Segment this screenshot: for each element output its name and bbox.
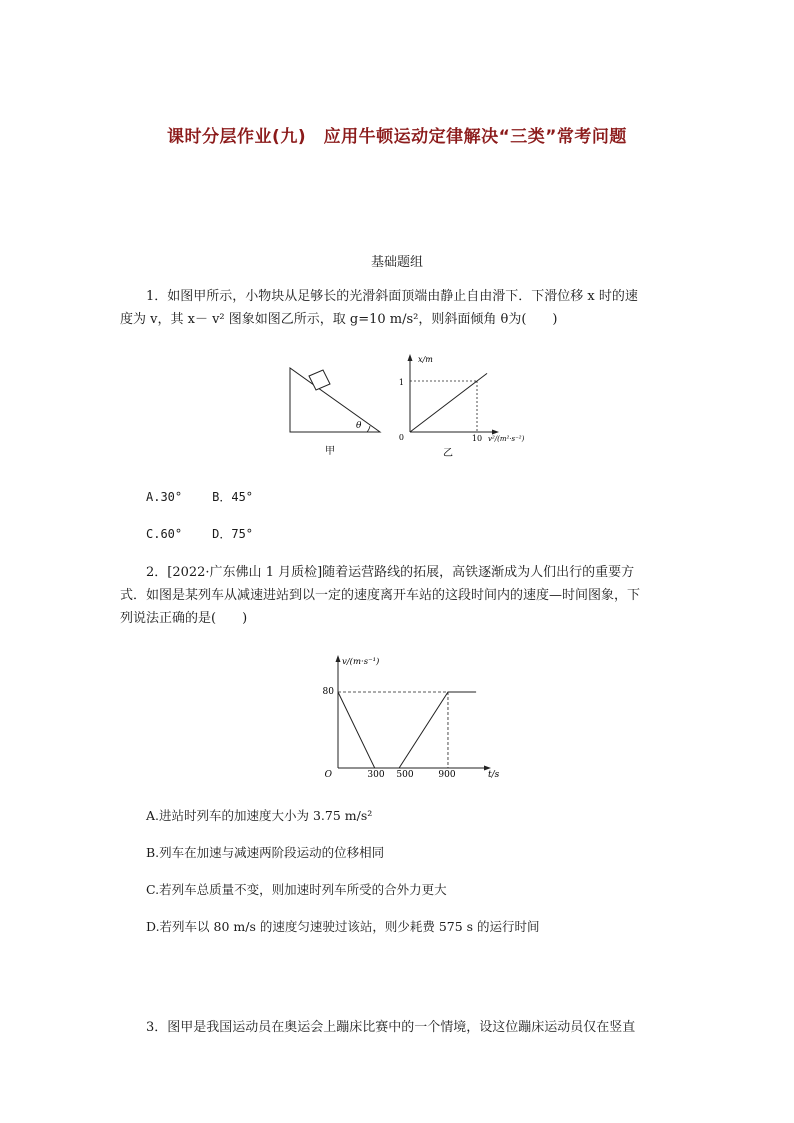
q1-xtick-label: 10: [471, 434, 483, 443]
incline-triangle: [290, 368, 380, 432]
q1-ytick-label: 1: [398, 378, 404, 387]
fig-caption-yi: 乙: [443, 448, 453, 459]
q1-data-line: [410, 373, 487, 432]
q2-xtick-900: 900: [438, 770, 456, 780]
q1-origin: 0: [398, 433, 404, 442]
q2-origin: O: [324, 770, 332, 780]
q1-option-a[interactable]: A.30°: [146, 490, 183, 504]
q2-option-d[interactable]: D.若列车以 80 m/s 的速度匀速驶过该站，则少耗费 575 s 的运行时间: [146, 919, 540, 934]
q2-ytick-label: 80: [322, 687, 334, 697]
q1-options-row2: [146, 525, 283, 542]
block: [309, 370, 330, 390]
q2-text-line1: 2．[2022·广东佛山 1 月质检]随着运营路线的拓展，高铁逐渐成为人们出行的重要方: [146, 565, 635, 580]
section-heading: 基础题组: [370, 255, 423, 270]
q2-data-line: [338, 692, 476, 768]
q1-options-row1: [146, 488, 283, 505]
q2-ylabel: v/(m·s⁻¹): [342, 657, 380, 667]
q2-y-arrow: [336, 655, 341, 662]
q2-xtick-300: 300: [367, 770, 385, 780]
q2-text-line2: 式．如图是某列车从减速进站到以一定的速度离开车站的这段时间内的速度—时间图象，下: [120, 588, 641, 603]
q2-text-line3: 列说法正确的是( ): [120, 611, 248, 626]
fig-caption-jia: 甲: [325, 446, 335, 457]
q1-xlabel: v²/(m²·s⁻²): [488, 435, 525, 443]
angle-arc: [367, 426, 370, 432]
angle-label: θ: [356, 421, 362, 431]
q1-ylabel: x/m: [418, 355, 433, 364]
q1-text-line2: 度为 v，其 x－ v² 图象如图乙所示，取 g=10 m/s²，则斜面倾角 θ为( ): [120, 312, 558, 327]
q2-option-b[interactable]: B.列车在加速与减速两阶段运动的位移相同: [146, 845, 385, 860]
q1-option-c[interactable]: C.60°: [146, 527, 183, 541]
q1-x-arrow: [492, 430, 499, 435]
q1-y-arrow: [408, 354, 413, 361]
q1-text-line1: 1．如图甲所示，小物块从足够长的光滑斜面顶端由静止自由滑下．下滑位移 x 时的速: [146, 289, 638, 304]
q2-velocity-time-chart: [310, 652, 510, 780]
q2-xlabel: t/s: [488, 770, 500, 780]
page-title: 课时分层作业(九) 应用牛顿运动定律解决“三类”常考问题: [167, 127, 627, 147]
q2-option-c[interactable]: C.若列车总质量不变，则加速时列车所受的合外力更大: [146, 882, 447, 897]
q3-text-line1: 3．图甲是我国运动员在奥运会上蹦床比赛中的一个情境，设这位蹦床运动员仅在竖直: [146, 1020, 636, 1035]
q1-chart: [396, 352, 546, 462]
q2-xtick-500: 500: [396, 770, 414, 780]
q1-option-d[interactable]: D．75°: [212, 527, 254, 541]
q1-figure-incline: [282, 360, 387, 460]
q1-option-b[interactable]: B．45°: [212, 490, 254, 504]
q2-option-a[interactable]: A.进站时列车的加速度大小为 3.75 m/s²: [146, 808, 373, 823]
